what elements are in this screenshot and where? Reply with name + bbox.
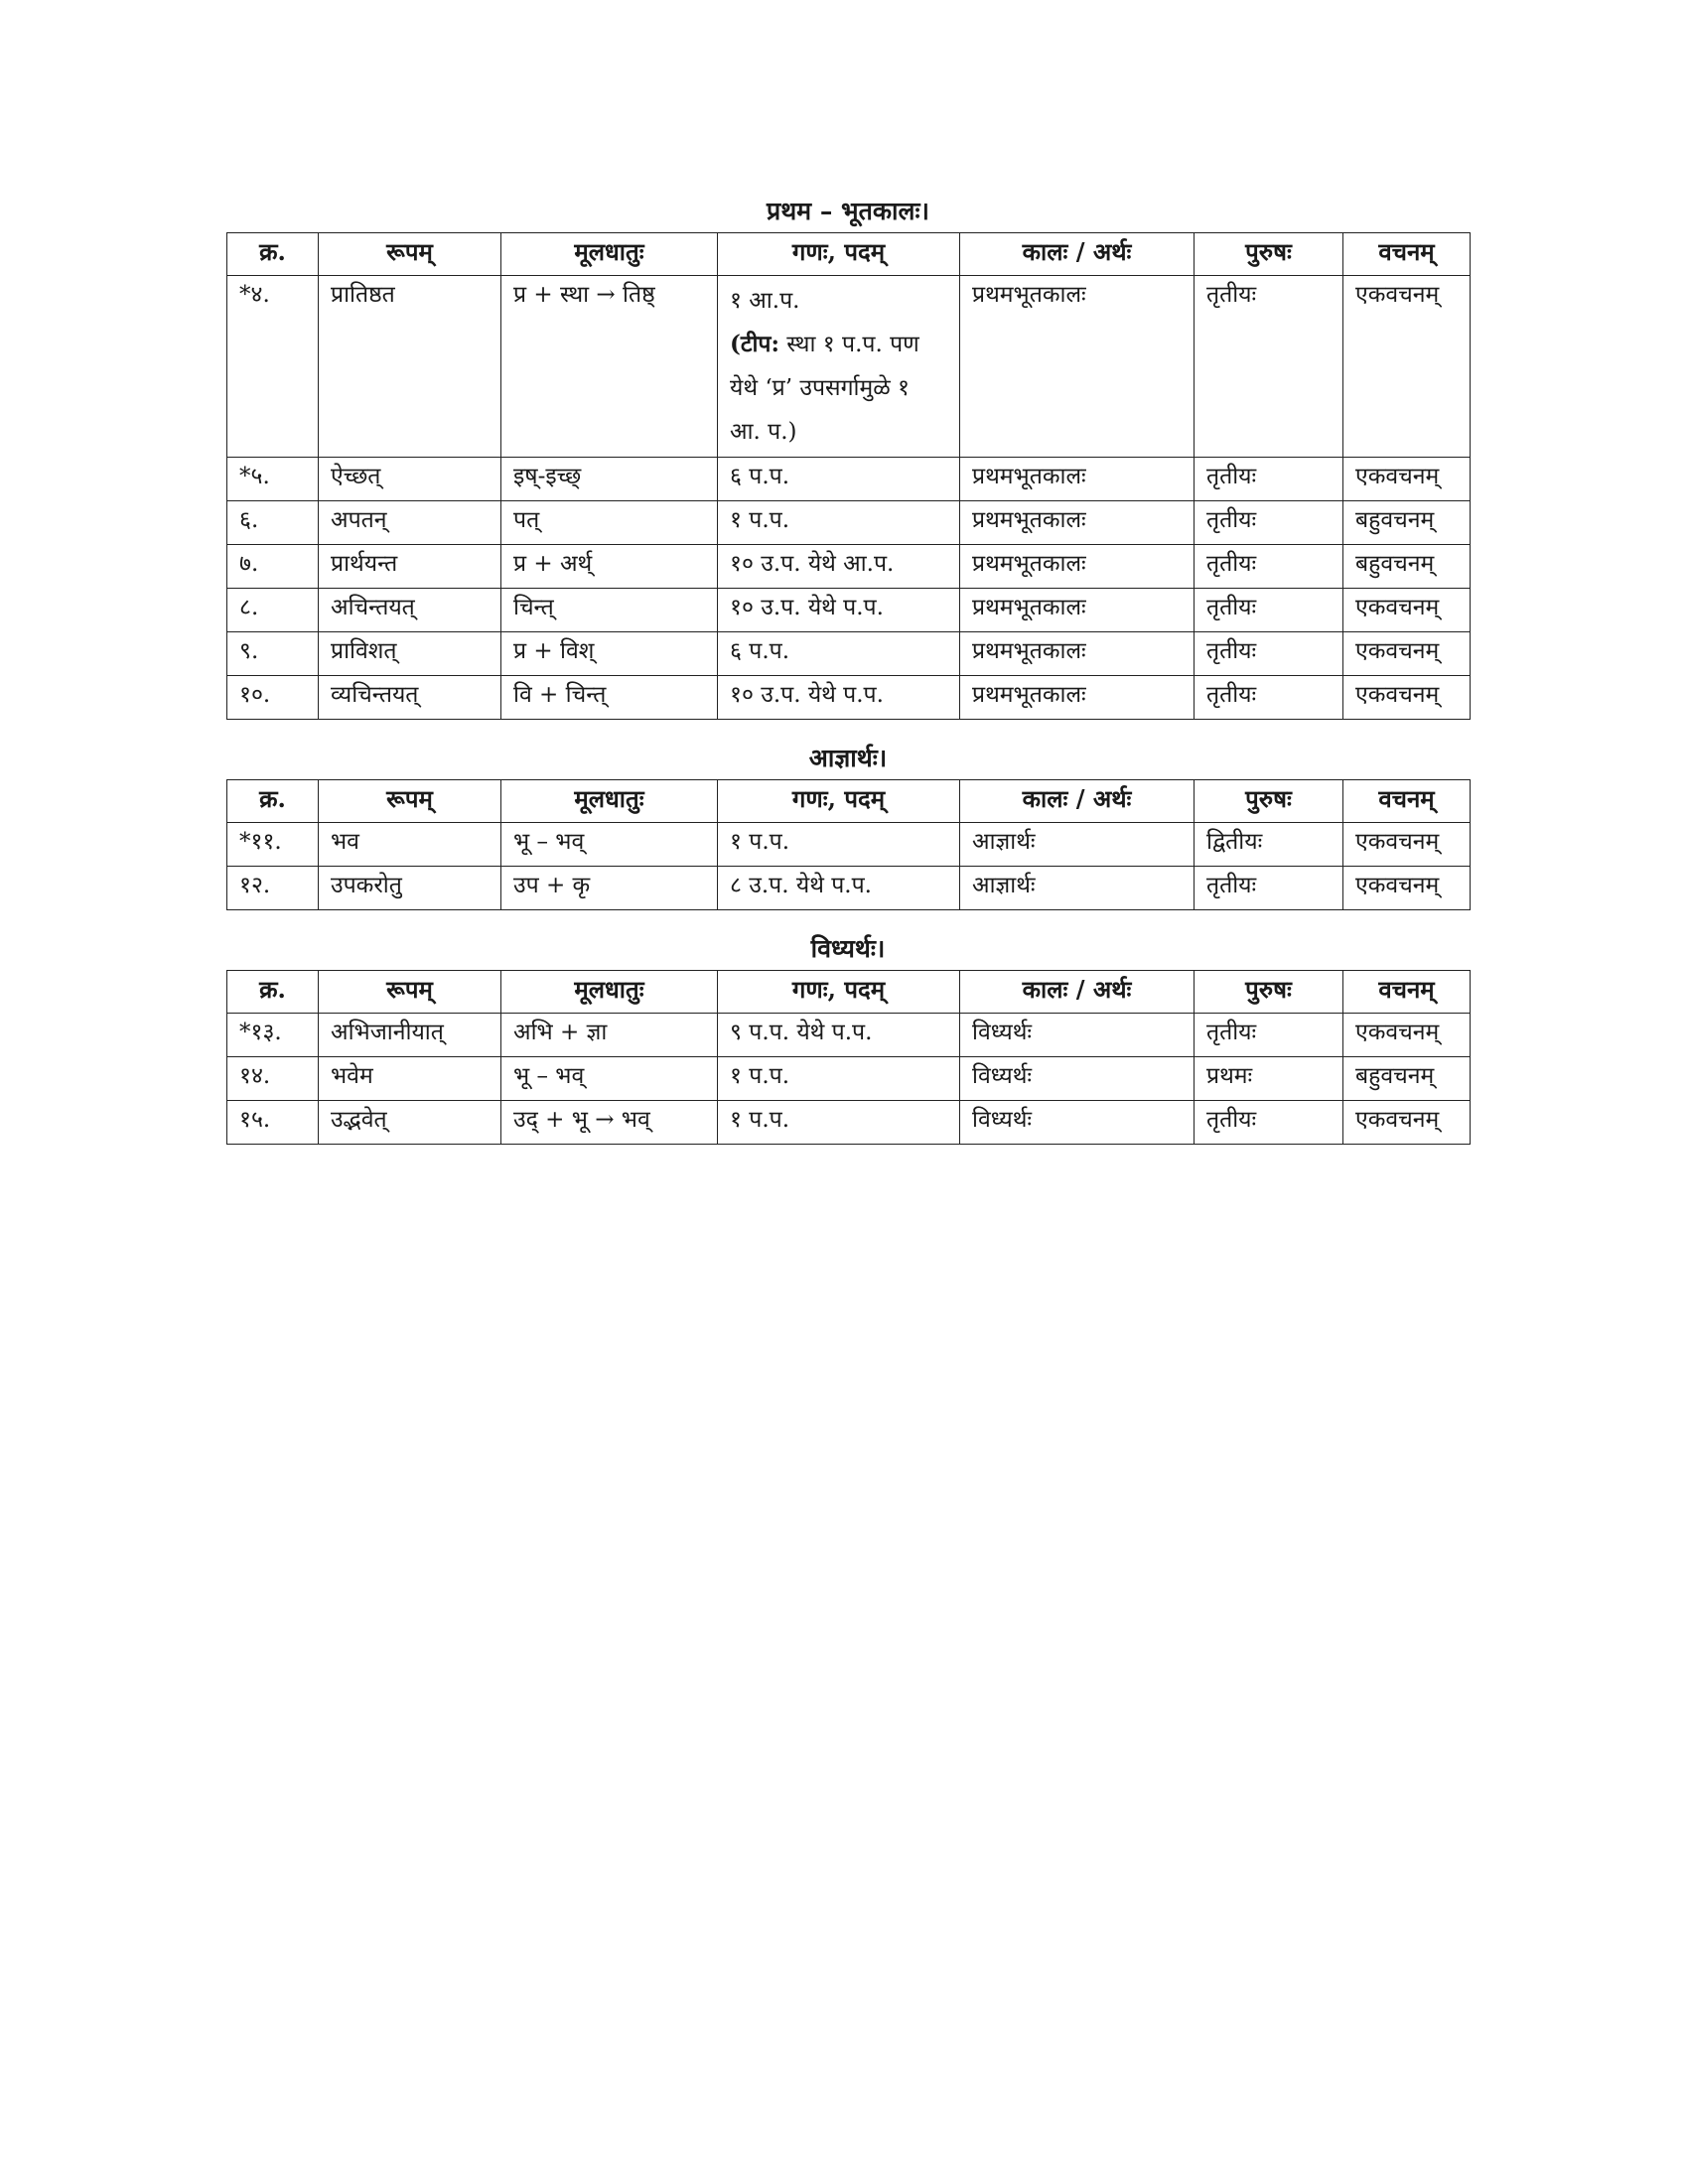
- header-vachana: वचनम्: [1343, 233, 1471, 276]
- table-row: [227, 676, 1471, 720]
- cell-kra: ८.: [227, 589, 319, 632]
- header-kala: कालः / अर्थः: [960, 971, 1195, 1014]
- cell-kala: प्रथमभूतकालः: [960, 501, 1195, 545]
- cell-gana: १० उ.प. येथे प.प.: [718, 676, 960, 720]
- cell-rupam: उपकरोतु: [319, 867, 501, 910]
- cell-dhatu: भू – भव्: [501, 823, 718, 867]
- cell-kala: विध्यर्थः: [960, 1057, 1195, 1101]
- cell-purusha: तृतीयः: [1195, 632, 1343, 676]
- cell-kra: १२.: [227, 867, 319, 910]
- cell-rupam: अभिजानीयात्: [319, 1014, 501, 1057]
- table-row: [227, 501, 1471, 545]
- header-kala: कालः / अर्थः: [960, 780, 1195, 823]
- cell-rupam: अपतन्: [319, 501, 501, 545]
- gana-value: १ आ.प.: [730, 288, 800, 314]
- cell-purusha: तृतीयः: [1195, 676, 1343, 720]
- cell-gana: १ प.प.: [718, 823, 960, 867]
- section-title-ajnartha: आज्ञार्थः।: [808, 744, 888, 772]
- cell-dhatu: वि + चिन्त्: [501, 676, 718, 720]
- cell-purusha: तृतीयः: [1195, 458, 1343, 501]
- header-vachana: वचनम्: [1343, 971, 1471, 1014]
- header-gana: गणः, पदम्: [718, 233, 960, 276]
- cell-kala: प्रथमभूतकालः: [960, 458, 1195, 501]
- cell-purusha: तृतीयः: [1195, 1014, 1343, 1057]
- table-vidhyartha: [226, 970, 1471, 1145]
- cell-kra: १०.: [227, 676, 319, 720]
- cell-kala: प्रथमभूतकालः: [960, 276, 1195, 458]
- cell-purusha: तृतीयः: [1195, 867, 1343, 910]
- cell-dhatu: उद् + भू → भव्: [501, 1101, 718, 1145]
- cell-kala: विध्यर्थः: [960, 1014, 1195, 1057]
- cell-kala: प्रथमभूतकालः: [960, 632, 1195, 676]
- cell-gana: ६ प.प.: [718, 632, 960, 676]
- table-row: [227, 589, 1471, 632]
- table-row: [227, 1014, 1471, 1057]
- header-kra: क्र.: [227, 233, 319, 276]
- cell-gana: ८ उ.प. येथे प.प.: [718, 867, 960, 910]
- cell-vachana: एकवचनम्: [1343, 1101, 1471, 1145]
- header-purusha: पुरुषः: [1195, 971, 1343, 1014]
- section-title-bhutakala: प्रथम – भूतकालः।: [766, 197, 930, 225]
- cell-kra: *५.: [227, 458, 319, 501]
- cell-kala: आज्ञार्थः: [960, 867, 1195, 910]
- cell-rupam: भवेम: [319, 1057, 501, 1101]
- cell-gana: [718, 276, 960, 458]
- cell-kra: ७.: [227, 545, 319, 589]
- cell-rupam: प्राविशत्: [319, 632, 501, 676]
- cell-purusha: तृतीयः: [1195, 501, 1343, 545]
- header-row: [227, 971, 1471, 1014]
- cell-dhatu: इष्-इच्छ्: [501, 458, 718, 501]
- table-ajnartha: [226, 779, 1471, 910]
- cell-purusha: द्वितीयः: [1195, 823, 1343, 867]
- header-rupam: रूपम्: [319, 971, 501, 1014]
- cell-vachana: बहुवचनम्: [1343, 501, 1471, 545]
- cell-vachana: एकवचनम्: [1343, 276, 1471, 458]
- cell-vachana: एकवचनम्: [1343, 823, 1471, 867]
- header-kala: कालः / अर्थः: [960, 233, 1195, 276]
- header-gana: गणः, पदम्: [718, 971, 960, 1014]
- table-row: [227, 632, 1471, 676]
- document-page: [226, 191, 1470, 1145]
- table-row: [227, 1057, 1471, 1101]
- cell-kala: विध्यर्थः: [960, 1101, 1195, 1145]
- cell-purusha: तृतीयः: [1195, 589, 1343, 632]
- header-row: [227, 233, 1471, 276]
- cell-dhatu: पत्: [501, 501, 718, 545]
- table-row: [227, 276, 1471, 458]
- header-purusha: पुरुषः: [1195, 233, 1343, 276]
- header-dhatu: मूलधातुः: [501, 233, 718, 276]
- cell-dhatu: उप + कृ: [501, 867, 718, 910]
- cell-kala: प्रथमभूतकालः: [960, 545, 1195, 589]
- cell-gana: ६ प.प.: [718, 458, 960, 501]
- cell-rupam: अचिन्तयत्: [319, 589, 501, 632]
- cell-gana: १ प.प.: [718, 1101, 960, 1145]
- cell-dhatu: अभि + ज्ञा: [501, 1014, 718, 1057]
- section-title-vidhyartha: विध्यर्थः।: [810, 934, 886, 963]
- table-row: [227, 867, 1471, 910]
- header-vachana: वचनम्: [1343, 780, 1471, 823]
- cell-dhatu: चिन्त्: [501, 589, 718, 632]
- cell-kra: १५.: [227, 1101, 319, 1145]
- cell-kra: *११.: [227, 823, 319, 867]
- cell-kala: प्रथमभूतकालः: [960, 676, 1195, 720]
- cell-dhatu: भू – भव्: [501, 1057, 718, 1101]
- header-rupam: रूपम्: [319, 233, 501, 276]
- cell-kra: ६.: [227, 501, 319, 545]
- cell-vachana: बहुवचनम्: [1343, 1057, 1471, 1101]
- header-gana: गणः, पदम्: [718, 780, 960, 823]
- cell-gana: १ प.प.: [718, 1057, 960, 1101]
- cell-kra: *४.: [227, 276, 319, 458]
- cell-vachana: एकवचनम्: [1343, 632, 1471, 676]
- header-kra: क्र.: [227, 971, 319, 1014]
- cell-gana: ९ प.प. येथे प.प.: [718, 1014, 960, 1057]
- table-row: [227, 1101, 1471, 1145]
- header-row: [227, 780, 1471, 823]
- cell-kra: *१३.: [227, 1014, 319, 1057]
- gana-note-label: (टीप:: [730, 331, 779, 357]
- header-kra: क्र.: [227, 780, 319, 823]
- cell-purusha: प्रथमः: [1195, 1057, 1343, 1101]
- header-rupam: रूपम्: [319, 780, 501, 823]
- table-row: [227, 458, 1471, 501]
- cell-vachana: बहुवचनम्: [1343, 545, 1471, 589]
- cell-purusha: तृतीयः: [1195, 1101, 1343, 1145]
- cell-kala: प्रथमभूतकालः: [960, 589, 1195, 632]
- table-row: [227, 823, 1471, 867]
- header-purusha: पुरुषः: [1195, 780, 1343, 823]
- cell-dhatu: प्र + स्था → तिष्ठ्: [501, 276, 718, 458]
- cell-vachana: एकवचनम्: [1343, 676, 1471, 720]
- header-dhatu: मूलधातुः: [501, 780, 718, 823]
- cell-kra: ९.: [227, 632, 319, 676]
- cell-purusha: तृतीयः: [1195, 545, 1343, 589]
- cell-gana: १ प.प.: [718, 501, 960, 545]
- cell-rupam: उद्भवेत्: [319, 1101, 501, 1145]
- cell-dhatu: प्र + अर्थ्: [501, 545, 718, 589]
- cell-rupam: भव: [319, 823, 501, 867]
- cell-gana: १० उ.प. येथे प.प.: [718, 589, 960, 632]
- cell-kra: १४.: [227, 1057, 319, 1101]
- cell-purusha: तृतीयः: [1195, 276, 1343, 458]
- cell-dhatu: प्र + विश्: [501, 632, 718, 676]
- table-row: [227, 545, 1471, 589]
- cell-rupam: प्रातिष्ठत: [319, 276, 501, 458]
- cell-vachana: एकवचनम्: [1343, 1014, 1471, 1057]
- cell-rupam: ऐच्छत्: [319, 458, 501, 501]
- cell-kala: आज्ञार्थः: [960, 823, 1195, 867]
- table-bhutakala: [226, 232, 1471, 720]
- cell-rupam: व्यचिन्तयत्: [319, 676, 501, 720]
- header-dhatu: मूलधातुः: [501, 971, 718, 1014]
- gana-note: स्था १ प.प. पण येथे ‘प्र’ उपसर्गामुळे १ आ. प.): [730, 332, 919, 445]
- cell-rupam: प्रार्थयन्त: [319, 545, 501, 589]
- cell-vachana: एकवचनम्: [1343, 589, 1471, 632]
- cell-gana: १० उ.प. येथे आ.प.: [718, 545, 960, 589]
- cell-vachana: एकवचनम्: [1343, 458, 1471, 501]
- cell-vachana: एकवचनम्: [1343, 867, 1471, 910]
